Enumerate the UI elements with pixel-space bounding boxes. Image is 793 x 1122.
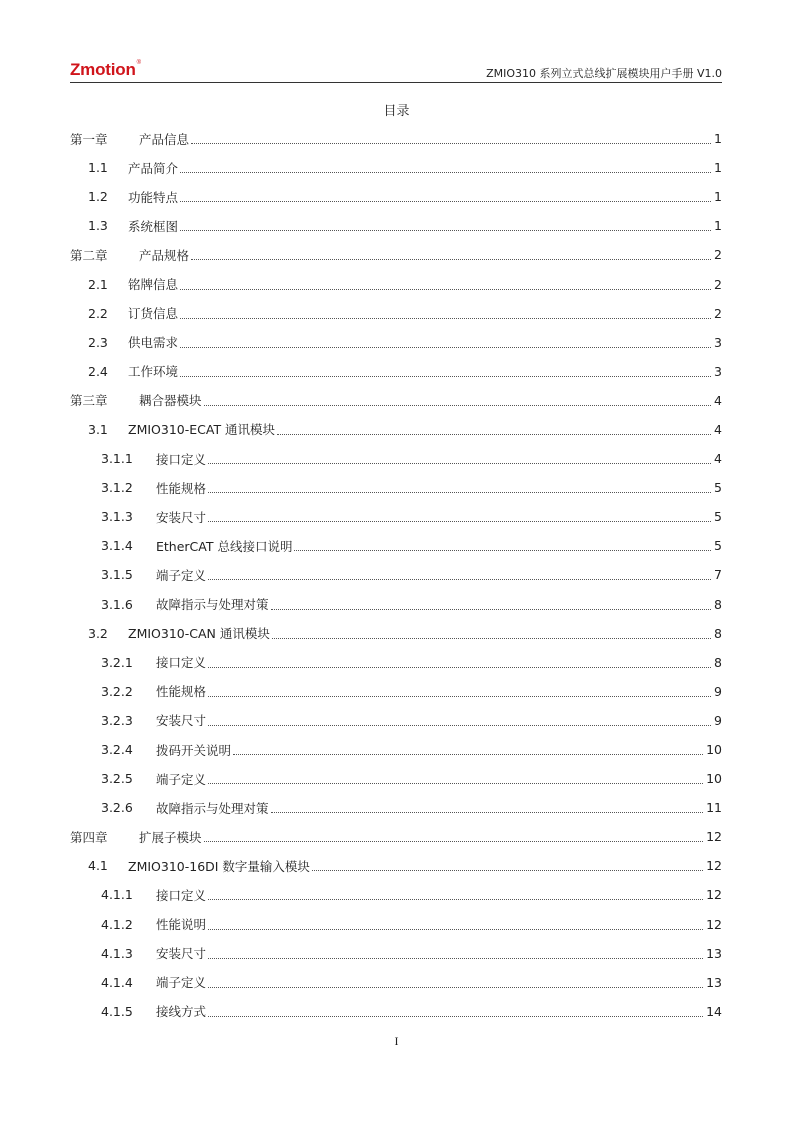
toc-entry[interactable] — [70, 560, 722, 589]
toc-entry-number: 3.1 — [88, 421, 108, 437]
toc-entry-page: 9 — [714, 683, 722, 699]
toc-entry-title: 故障指示与处理对策 — [156, 800, 269, 816]
toc-entry-number: 3.2.5 — [101, 771, 133, 787]
dot-leader — [272, 638, 711, 639]
toc-entry-title: 安装尺寸 — [156, 509, 207, 525]
dot-leader — [294, 550, 711, 551]
dot-leader — [271, 609, 711, 610]
toc-entry[interactable] — [70, 357, 722, 386]
toc-entry-page: 12 — [706, 916, 722, 932]
toc-entry[interactable] — [70, 531, 722, 560]
dot-leader — [208, 667, 711, 668]
toc-entry-title: 安装尺寸 — [156, 713, 207, 729]
page-number: I — [394, 1034, 399, 1048]
toc-entry-page: 3 — [714, 363, 722, 379]
toc-entry-title: 产品规格 — [139, 247, 190, 263]
toc-entry-number: 4.1.1 — [101, 887, 133, 903]
dot-leader — [208, 521, 711, 522]
toc-entry-number: 3.1.1 — [101, 451, 133, 467]
toc-entry-page: 12 — [706, 829, 722, 845]
toc-entry-page: 10 — [706, 742, 722, 758]
toc-entry-number: 第三章 — [70, 393, 108, 409]
dot-leader — [208, 899, 703, 900]
dot-leader — [208, 1016, 703, 1017]
toc-entry-number: 3.2 — [88, 625, 108, 641]
toc-entry-title: 功能特点 — [128, 189, 179, 205]
toc-entry[interactable] — [70, 502, 722, 531]
toc-entry-title: EtherCAT 总线接口说明 — [156, 538, 293, 554]
toc-entry-page: 2 — [714, 276, 722, 292]
logo-text: Zmotion — [70, 60, 136, 79]
dot-leader — [208, 725, 711, 726]
toc-entry-title: 端子定义 — [156, 975, 207, 991]
toc-entry-title: 产品信息 — [139, 131, 190, 147]
toc-entry[interactable] — [70, 590, 722, 619]
toc-entry[interactable] — [70, 968, 722, 997]
dot-leader — [208, 696, 711, 697]
toc-entry[interactable] — [70, 735, 722, 764]
toc-entry-page: 2 — [714, 305, 722, 321]
toc-entry-page: 1 — [714, 160, 722, 176]
toc-entry-page: 4 — [714, 451, 722, 467]
toc-entry[interactable] — [70, 764, 722, 793]
dot-leader — [233, 754, 703, 755]
dot-leader — [277, 434, 711, 435]
toc-entry[interactable] — [70, 822, 722, 851]
table-of-contents — [70, 124, 722, 1026]
toc-entry-title: 工作环境 — [128, 364, 179, 380]
toc-entry-number: 3.2.1 — [101, 654, 133, 670]
toc-entry[interactable] — [70, 299, 722, 328]
toc-entry-number: 第一章 — [70, 131, 108, 147]
toc-entry-title: 订货信息 — [128, 306, 179, 322]
toc-entry-page: 2 — [714, 247, 722, 263]
dot-leader — [191, 143, 711, 144]
toc-entry-page: 4 — [714, 392, 722, 408]
dot-leader — [208, 463, 711, 464]
toc-entry-page: 14 — [706, 1003, 722, 1019]
toc-entry-page: 8 — [714, 654, 722, 670]
dot-leader — [204, 405, 711, 406]
dot-leader — [208, 958, 703, 959]
toc-entry-title: 拨码开关说明 — [156, 742, 232, 758]
toc-entry-title: ZMIO310-16DI 数字量输入模块 — [128, 858, 310, 874]
dot-leader — [208, 492, 711, 493]
page-header — [70, 58, 722, 82]
zmotion-logo — [70, 60, 141, 80]
dot-leader — [180, 347, 711, 348]
toc-entry[interactable] — [70, 328, 722, 357]
toc-entry[interactable] — [70, 939, 722, 968]
dot-leader — [208, 929, 703, 930]
toc-entry[interactable] — [70, 851, 722, 880]
toc-entry[interactable] — [70, 211, 722, 240]
toc-entry-number: 1.3 — [88, 218, 108, 234]
toc-entry-title: ZMIO310-CAN 通讯模块 — [128, 626, 270, 642]
toc-entry-page: 5 — [714, 509, 722, 525]
toc-heading: 目录 — [383, 104, 410, 119]
toc-entry-title: 供电需求 — [128, 335, 179, 351]
dot-leader — [180, 376, 711, 377]
toc-entry-number: 2.1 — [88, 276, 108, 292]
toc-entry-number: 3.1.5 — [101, 567, 133, 583]
toc-entry[interactable] — [70, 153, 722, 182]
dot-leader — [180, 318, 711, 319]
toc-entry[interactable] — [70, 269, 722, 298]
dot-leader — [208, 783, 703, 784]
toc-entry-page: 13 — [706, 945, 722, 961]
toc-entry-page: 8 — [714, 625, 722, 641]
dot-leader — [271, 812, 704, 813]
toc-entry-page: 3 — [714, 334, 722, 350]
dot-leader — [180, 172, 711, 173]
dot-leader — [180, 201, 711, 202]
toc-entry-page: 11 — [706, 800, 722, 816]
dot-leader — [204, 841, 704, 842]
toc-entry-page: 5 — [714, 480, 722, 496]
toc-entry-page: 13 — [706, 974, 722, 990]
toc-entry-title: 安装尺寸 — [156, 946, 207, 962]
toc-entry-title: 产品简介 — [128, 160, 179, 176]
toc-entry-page: 1 — [714, 189, 722, 205]
toc-entry-page: 8 — [714, 596, 722, 612]
toc-entry-number: 1.2 — [88, 189, 108, 205]
toc-entry-number: 3.2.2 — [101, 683, 133, 699]
toc-entry-number: 4.1 — [88, 858, 108, 874]
toc-entry-number: 2.4 — [88, 363, 108, 379]
toc-entry-number: 2.3 — [88, 334, 108, 350]
toc-entry-number: 3.1.2 — [101, 480, 133, 496]
toc-entry-number: 4.1.2 — [101, 916, 133, 932]
toc-entry-page: 10 — [706, 771, 722, 787]
toc-entry[interactable] — [70, 240, 722, 269]
toc-entry-number: 第二章 — [70, 247, 108, 263]
toc-entry-number: 3.2.3 — [101, 712, 133, 728]
toc-entry-page: 1 — [714, 131, 722, 147]
toc-entry-title: 性能规格 — [156, 480, 207, 496]
toc-entry[interactable] — [70, 793, 722, 822]
toc-entry[interactable] — [70, 182, 722, 211]
toc-entry-number: 2.2 — [88, 305, 108, 321]
dot-leader — [180, 230, 711, 231]
document-title: ZMIO310 系列立式总线扩展模块用户手册 V1.0 — [486, 67, 722, 80]
dot-leader — [180, 289, 711, 290]
toc-entry-number: 3.2.4 — [101, 742, 133, 758]
toc-entry-number: 4.1.4 — [101, 974, 133, 990]
toc-entry-number: 3.1.3 — [101, 509, 133, 525]
toc-entry-page: 4 — [714, 421, 722, 437]
toc-entry[interactable] — [70, 997, 722, 1026]
toc-entry-number: 第四章 — [70, 829, 108, 845]
toc-entry[interactable] — [70, 415, 722, 444]
toc-entry-number: 3.2.6 — [101, 800, 133, 816]
registered-mark: ® — [136, 60, 141, 66]
toc-entry[interactable] — [70, 677, 722, 706]
toc-entry[interactable] — [70, 648, 722, 677]
dot-leader — [312, 870, 703, 871]
toc-entry-number: 3.1.4 — [101, 538, 133, 554]
toc-entry-title: 性能说明 — [156, 917, 207, 933]
toc-entry-title: 系统框图 — [128, 218, 179, 234]
dot-leader — [208, 579, 711, 580]
toc-entry[interactable] — [70, 619, 722, 648]
toc-entry-page: 12 — [706, 858, 722, 874]
toc-entry-title: 性能规格 — [156, 684, 207, 700]
toc-entry-number: 4.1.3 — [101, 945, 133, 961]
toc-entry-title: 扩展子模块 — [139, 829, 202, 845]
dot-leader — [208, 987, 703, 988]
toc-entry[interactable] — [70, 444, 722, 473]
toc-entry-number: 3.1.6 — [101, 596, 133, 612]
toc-entry-page: 12 — [706, 887, 722, 903]
dot-leader — [191, 259, 711, 260]
toc-entry-page: 9 — [714, 712, 722, 728]
toc-entry-title: 接口定义 — [156, 655, 207, 671]
toc-entry[interactable] — [70, 386, 722, 415]
toc-entry[interactable] — [70, 706, 722, 735]
toc-entry-number: 1.1 — [88, 160, 108, 176]
toc-entry[interactable] — [70, 880, 722, 909]
toc-entry-number: 4.1.5 — [101, 1003, 133, 1019]
toc-entry-page: 1 — [714, 218, 722, 234]
toc-entry[interactable] — [70, 910, 722, 939]
toc-entry-title: 端子定义 — [156, 567, 207, 583]
toc-entry-title: 接线方式 — [156, 1004, 207, 1020]
toc-entry-title: 端子定义 — [156, 771, 207, 787]
toc-entry-title: 故障指示与处理对策 — [156, 597, 269, 613]
toc-entry-title: ZMIO310-ECAT 通讯模块 — [128, 422, 276, 438]
toc-entry-title: 铭牌信息 — [128, 277, 179, 293]
toc-entry[interactable] — [70, 473, 722, 502]
toc-entry-title: 接口定义 — [156, 451, 207, 467]
header-divider — [70, 82, 722, 83]
toc-entry-title: 耦合器模块 — [139, 393, 202, 409]
toc-entry-page: 7 — [714, 567, 722, 583]
toc-entry-title: 接口定义 — [156, 887, 207, 903]
toc-entry-page: 5 — [714, 538, 722, 554]
toc-entry[interactable] — [70, 124, 722, 153]
